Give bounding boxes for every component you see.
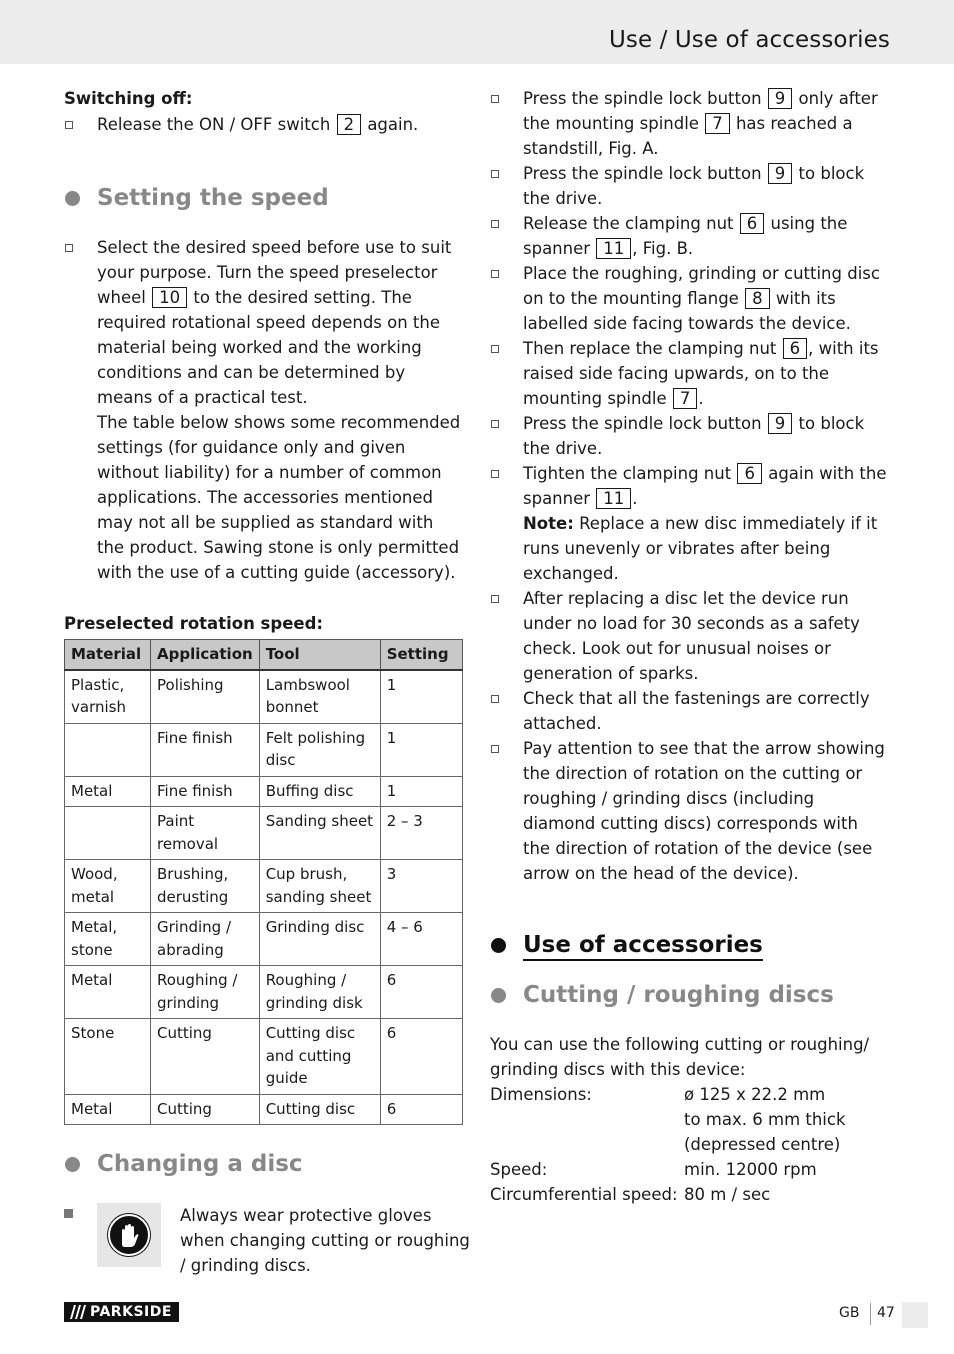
table-cell: 1 <box>380 723 462 776</box>
spec-row: (depressed centre) <box>684 1135 841 1154</box>
part-ref: 7 <box>673 388 698 409</box>
note-text: Replace a new disc immediately if it runs unevenly or vibrates after being exchanged. <box>523 514 878 583</box>
table-cell: Fine finish <box>151 723 260 776</box>
table-cell: Grinding disc <box>259 913 380 966</box>
table-row <box>65 670 463 724</box>
table-cell: Polishing <box>151 670 260 724</box>
table-row <box>65 860 463 913</box>
table-cell: Grinding / abrading <box>151 913 260 966</box>
table-cell: Metal <box>65 776 151 807</box>
disc-step: Press the spindle lock button 9 only after the mounting spindle 7 has reached a standstill, Fig. A. <box>490 86 890 161</box>
checkbox-bullet-icon <box>491 420 499 428</box>
disc-step: Check that all the fastenings are correctly attached. <box>490 686 890 736</box>
part-ref: 7 <box>705 113 730 134</box>
table-row <box>65 1019 463 1095</box>
table-row <box>65 807 463 860</box>
checkbox-bullet-icon <box>65 244 73 252</box>
disc-step: Press the spindle lock button 9 to block the drive. <box>490 161 890 211</box>
checkbox-bullet-icon <box>65 121 73 129</box>
part-ref: 2 <box>337 114 362 135</box>
bullet-dot-icon <box>65 1157 80 1172</box>
checkbox-bullet-icon <box>491 345 499 353</box>
switching-off-heading: Switching off: <box>64 89 193 108</box>
checkbox-bullet-icon <box>491 745 499 753</box>
disc-step: Then replace the clamping nut 6 , with its raised side facing upwards, on to the mounting spindle 7 . <box>490 336 890 411</box>
table-row <box>65 776 463 807</box>
table-header: Material <box>65 640 151 670</box>
right-column <box>490 86 890 1207</box>
part-ref: 9 <box>768 88 793 109</box>
checkbox-bullet-icon <box>491 95 499 103</box>
logo-stripes-icon <box>68 1305 88 1319</box>
part-ref: 11 <box>596 488 631 509</box>
table-cell: Metal <box>65 966 151 1019</box>
part-ref: 6 <box>740 213 765 234</box>
speed-table <box>64 639 463 1125</box>
speed-table-caption: Preselected rotation speed: <box>64 614 323 633</box>
checkbox-bullet-icon <box>491 695 499 703</box>
checkbox-bullet-icon <box>491 170 499 178</box>
table-cell: Plastic, varnish <box>65 670 151 724</box>
checkbox-bullet-icon <box>491 220 499 228</box>
table-header-row <box>65 640 463 670</box>
page-header <box>0 0 954 64</box>
table-cell: 3 <box>380 860 462 913</box>
table-row <box>65 723 463 776</box>
table-cell: Cutting <box>151 1094 260 1125</box>
square-bullet-icon <box>64 1209 73 1218</box>
table-row <box>65 966 463 1019</box>
language-code: GB <box>839 1305 860 1321</box>
footer-divider <box>870 1303 871 1325</box>
spec-row: Speed: min. 12000 rpm <box>490 1160 817 1179</box>
left-column <box>64 86 470 1278</box>
table-cell: Brushing, derusting <box>151 860 260 913</box>
disc-step: After replacing a disc let the device run under no load for 30 seconds as a safety check. Look out for unusual noises or generation of sparks. <box>490 586 890 686</box>
disc-step: Press the spindle lock button 9 to block the drive. <box>490 411 890 461</box>
table-cell: Wood, metal <box>65 860 151 913</box>
glove-circle <box>108 1214 150 1256</box>
table-cell <box>65 723 151 776</box>
spec-list <box>490 1082 890 1207</box>
parkside-logo: PARKSIDE <box>64 1302 179 1322</box>
part-ref: 9 <box>768 413 793 434</box>
cutting-discs-intro: You can use the following cutting or roughing/ grinding discs with this device: <box>490 1035 870 1079</box>
page-title: Use / Use of accessories <box>608 27 890 53</box>
table-cell: Metal, stone <box>65 913 151 966</box>
glove-icon <box>110 1216 148 1254</box>
table-cell: Felt polishing disc <box>259 723 380 776</box>
table-cell: Lambswool bonnet <box>259 670 380 724</box>
spec-row: Circumferential speed: 80 m / sec <box>490 1185 771 1204</box>
checkbox-bullet-icon <box>491 470 499 478</box>
table-cell: 1 <box>380 776 462 807</box>
table-cell: Buffing disc <box>259 776 380 807</box>
table-header: Tool <box>259 640 380 670</box>
part-ref: 11 <box>596 238 631 259</box>
note <box>523 511 890 586</box>
part-ref: 6 <box>737 463 762 484</box>
gloves-warning: Always wear protective gloves when changing cutting or roughing / grinding discs. <box>64 1203 464 1278</box>
bullet-dot-icon <box>491 988 506 1003</box>
table-cell: Cutting <box>151 1019 260 1095</box>
part-ref: 10 <box>152 287 187 308</box>
table-cell: Roughing / grinding <box>151 966 260 1019</box>
table-row <box>65 1094 463 1125</box>
cutting-discs-heading: Cutting / roughing discs <box>490 980 890 1010</box>
table-cell: 6 <box>380 1094 462 1125</box>
disc-step: Place the roughing, grinding or cutting disc on to the mounting flange 8 with its labelled side facing towards the device. <box>490 261 890 336</box>
table-cell: 1 <box>380 670 462 724</box>
part-ref: 6 <box>783 338 808 359</box>
table-cell: 4 – 6 <box>380 913 462 966</box>
setting-speed-heading: Setting the speed <box>64 183 464 213</box>
note-label: Note: <box>523 514 574 533</box>
changing-disc-heading: Changing a disc <box>64 1149 464 1179</box>
spec-row: to max. 6 mm thick <box>684 1110 846 1129</box>
table-cell: Roughing / grinding disk <box>259 966 380 1019</box>
disc-step: Release the clamping nut 6 using the spanner 11 , Fig. B. <box>490 211 890 261</box>
table-cell: 2 – 3 <box>380 807 462 860</box>
protective-gloves-icon <box>97 1203 161 1267</box>
table-cell: Stone <box>65 1019 151 1095</box>
table-cell: Fine finish <box>151 776 260 807</box>
table-cell <box>65 807 151 860</box>
page-tab-marker <box>902 1302 928 1328</box>
use-accessories-heading: Use of accessories <box>490 930 890 960</box>
table-row <box>65 913 463 966</box>
spec-row: Dimensions: ø 125 x 22.2 mm <box>490 1085 826 1104</box>
table-cell: 6 <box>380 1019 462 1095</box>
table-cell: 6 <box>380 966 462 1019</box>
table-cell: Cup brush, sanding sheet <box>259 860 380 913</box>
disc-step: Pay attention to see that the arrow showing the direction of rotation on the cutting or roughing / grinding discs (including diamond cutting discs) corresponds with the direction of rotation of the device (see arrow on the head of the device). <box>490 736 890 886</box>
page-number: 47 <box>877 1305 895 1321</box>
part-ref: 8 <box>745 288 770 309</box>
setting-speed-item: Select the desired speed before use to suit your purpose. Turn the speed preselector wheel 10 to the desired setting. The required rotational speed depends on the material being worked and the working conditions and can be determined by means of a practical test. The table below shows some recommended settings (for guidance only and given without liability) for a number of common applications. The accessories mentioned may not all be supplied as standard with the product. Sawing stone is only permitted with the use of a cutting guide (accessory). <box>64 235 464 585</box>
part-ref: 9 <box>768 163 793 184</box>
checkbox-bullet-icon <box>491 595 499 603</box>
table-cell: Paint removal <box>151 807 260 860</box>
bullet-dot-icon <box>65 191 80 206</box>
switching-off-item: Release the ON / OFF switch 2 again. <box>64 112 464 137</box>
table-cell: Cutting disc and cutting guide <box>259 1019 380 1095</box>
table-cell: Sanding sheet <box>259 807 380 860</box>
table-header: Application <box>151 640 260 670</box>
disc-step: Tighten the clamping nut 6 again with the spanner 11 . Note: Replace a new disc immediately if it runs unevenly or vibrates after being exchanged. <box>490 461 890 586</box>
setting-speed-note: The table below shows some recommended settings (for guidance only and given without liability) for a number of common applications. The accessories mentioned may not all be supplied as standard with the product. Sawing stone is only permitted with the use of a cutting guide (accessory). <box>97 413 461 582</box>
table-cell: Cutting disc <box>259 1094 380 1125</box>
table-cell: Metal <box>65 1094 151 1125</box>
table-header: Setting <box>380 640 462 670</box>
bullet-dot-icon <box>491 938 506 953</box>
checkbox-bullet-icon <box>491 270 499 278</box>
